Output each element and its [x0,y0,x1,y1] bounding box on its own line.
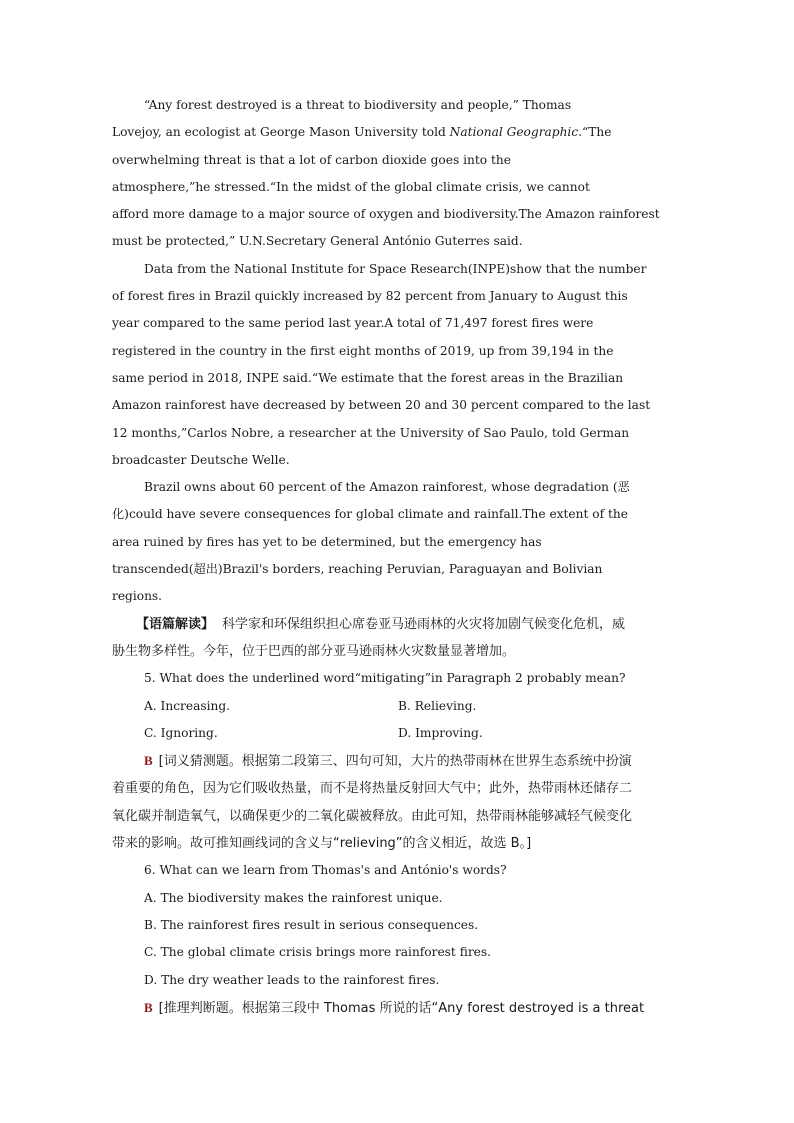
p3-line: regions. [112,589,163,604]
option-d: D. The dry weather leads to the rainforest fires. [144,972,440,987]
explanation-line: 氧化碳并制造氧气，以确保更少的二氧化碳被释放。由此可知，热带雨林能够减轻气候变化 [112,808,633,824]
p3-line: 化)could have severe consequences for global climate and rainfall.The extent of the [112,507,628,522]
explanation-text: [推理判断题。根据第三段中 Thomas 所说的话“Any forest destroyed is a threat [158,1000,645,1016]
option-a: A. Increasing. [144,698,231,713]
p2-line: Data from the National Institute for Space Research(INPE)show that the number [144,261,647,276]
document-page [112,92,682,1022]
p2-line: same period in 2018, INPE said.“We estimate that the forest areas in the Brazilian [112,370,624,385]
p1-line: atmosphere,”he stressed.“In the midst of the global climate crisis, we cannot [112,179,590,194]
question-6 [112,857,682,1022]
p1-line: afford more damage to a major source of oxygen and biodiversity.The Amazon rainforest [112,207,660,222]
question-stem: 6. What can we learn from Thomas's and António's words? [144,863,507,878]
p2-line: registered in the country in the first eight months of 2019, up from 39,194 in the [112,343,614,358]
option-c: C. Ignoring. [144,725,218,740]
p2-line: of forest fires in Brazil quickly increased by 82 percent from January to August this [112,289,628,304]
p1-line-text: .“The [578,125,612,140]
magazine-title: National Geographic [449,125,579,140]
passage-summary [112,611,682,666]
p2-line: 12 months,”Carlos Nobre, a researcher at the University of Sao Paulo, told German [112,425,630,440]
option-b: B. The rainforest fires result in serious consequences. [144,917,479,932]
explanation-text: [词义猜测题。根据第二段第三、四句可知，大片的热带雨林在世界生态系统中扮演 [158,754,632,770]
p1-line: overwhelming threat is that a lot of carbon dioxide goes into the [112,152,511,167]
options-row [112,720,682,747]
question-5 [112,665,682,857]
summary-line: 胁生物多样性。今年，位于巴西的部分亚马逊雨林火灾数量显著增加。 [112,643,516,659]
question-stem: 5. What does the underlined word“mitigating”in Paragraph 2 probably mean? [144,671,626,686]
p2-line: broadcaster Deutsche Welle. [112,452,290,467]
p2-line: Amazon rainforest have decreased by between 20 and 30 percent compared to the last [112,398,651,413]
option-b: B. Relieving. [398,698,477,713]
p1-line: must be protected,” U.N.Secretary General António Guterres said. [112,234,523,249]
explanation-line [112,994,682,1022]
p3-line: Brazil owns about 60 percent of the Amazon rainforest, whose degradation (恶 [144,480,630,495]
options-row [112,693,682,720]
summary-tag: 【语篇解读】 [136,616,215,632]
summary-line [112,611,682,638]
p1-line: “Any forest destroyed is a threat to biodiversity and people,” Thomas [144,98,572,112]
explanation-line: 带来的影响。故可推知画线词的含义与“relieving”的含义相近，故选 B。] [112,836,532,852]
p2-line: year compared to the same period last year.A total of 71,497 forest fires were [112,316,594,331]
p3-line: area ruined by fires has yet to be determined, but the emergency has [112,534,542,549]
answer-letter: B [144,753,153,769]
explanation-line [112,747,682,775]
summary-text: 科学家和环保组织担心席卷亚马逊雨林的火灾将加剧气候变化危机，威 [222,616,626,632]
option-a: A. The biodiversity makes the rainforest unique. [144,890,443,905]
option-d: D. Improving. [398,725,483,740]
explanation-line: 着重要的角色，因为它们吸收热量，而不是将热量反射回大气中；此外，热带雨林还储存二 [112,781,633,797]
p3-line: transcended(超出)Brazil's borders, reaching Peruvian, Paraguayan and Bolivian [112,562,603,577]
paragraph-1 [112,92,682,256]
option-c: C. The global climate crisis brings more rainforest fires. [144,945,491,960]
p1-line-text: Lovejoy, an ecologist at George Mason University told [112,125,450,140]
paragraph-2 [112,256,682,474]
paragraph-3 [112,474,682,610]
answer-letter: B [144,999,153,1015]
p1-line [112,119,682,146]
